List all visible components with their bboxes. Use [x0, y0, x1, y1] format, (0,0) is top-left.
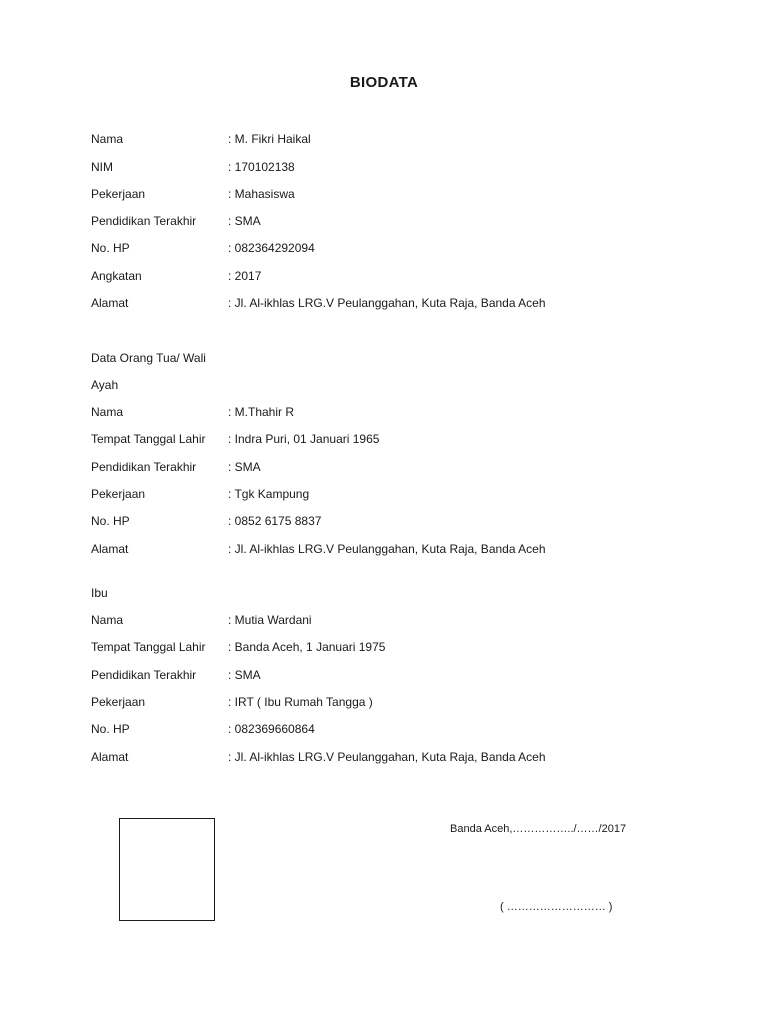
field-label: Pendidikan Terakhir [91, 460, 197, 474]
field-row-year [91, 268, 261, 284]
field-row-name [91, 131, 311, 147]
field-value: : Jl. Al-ikhlas LRG.V Peulanggahan, Kuta Raja, Banda Aceh [228, 296, 546, 310]
place-date-line: Banda Aceh,……………../……/2017 [450, 823, 627, 835]
father-row-occupation [91, 486, 309, 502]
field-label: Nama [91, 132, 124, 146]
field-value: : Mutia Wardani [228, 613, 312, 627]
field-value: : 082364292094 [228, 241, 315, 255]
page-title: BIODATA [349, 74, 419, 91]
field-value: : 2017 [228, 269, 262, 283]
field-row-nim [91, 159, 295, 175]
field-row-phone [91, 240, 315, 256]
field-value: : Jl. Al-ikhlas LRG.V Peulanggahan, Kuta Raja, Banda Aceh [228, 542, 546, 556]
field-label: Pekerjaan [91, 187, 146, 201]
mother-row-address [91, 749, 546, 765]
field-label: Pekerjaan [91, 695, 146, 709]
father-row-education [91, 459, 261, 475]
father-row-birth [91, 431, 379, 447]
mother-heading: Ibu [91, 586, 108, 600]
field-label: Tempat Tanggal Lahir [91, 640, 206, 654]
field-row-education [91, 213, 261, 229]
field-label: Pendidikan Terakhir [91, 214, 197, 228]
father-row-address [91, 541, 546, 557]
parents-heading: Data Orang Tua/ Wali [91, 351, 206, 365]
field-row-address [91, 295, 546, 311]
field-label: No. HP [91, 722, 130, 736]
field-label: Pendidikan Terakhir [91, 668, 197, 682]
field-value: : IRT ( Ibu Rumah Tangga ) [228, 695, 373, 709]
field-value: : Mahasiswa [228, 187, 295, 201]
father-row-phone [91, 513, 321, 529]
father-row-name [91, 404, 294, 420]
field-label: No. HP [91, 514, 130, 528]
field-value: : Tgk Kampung [228, 487, 310, 501]
mother-row-occupation [91, 694, 373, 710]
signature-line: ( ……………………… ) [500, 901, 613, 913]
field-label: NIM [91, 160, 113, 174]
field-value: : M.Thahir R [228, 405, 295, 419]
field-label: Alamat [91, 542, 129, 556]
field-value: : Banda Aceh, 1 Januari 1975 [228, 640, 386, 654]
mother-row-education [91, 667, 261, 683]
field-label: Alamat [91, 296, 129, 310]
field-value: : Indra Puri, 01 Januari 1965 [228, 432, 380, 446]
field-value: : SMA [228, 668, 261, 682]
field-value: : 0852 6175 8837 [228, 514, 322, 528]
field-value: : SMA [228, 214, 261, 228]
mother-row-birth [91, 639, 385, 655]
field-value: : 170102138 [228, 160, 295, 174]
field-value: : 082369660864 [228, 722, 315, 736]
field-row-occupation [91, 186, 295, 202]
field-label: Nama [91, 405, 124, 419]
field-value: : SMA [228, 460, 261, 474]
field-label: No. HP [91, 241, 130, 255]
field-label: Tempat Tanggal Lahir [91, 432, 206, 446]
field-label: Nama [91, 613, 124, 627]
field-value: : M. Fikri Haikal [228, 132, 311, 146]
father-heading: Ayah [91, 378, 119, 392]
mother-row-phone [91, 721, 315, 737]
field-label: Pekerjaan [91, 487, 146, 501]
mother-row-name [91, 612, 312, 628]
field-value: : Jl. Al-ikhlas LRG.V Peulanggahan, Kuta Raja, Banda Aceh [228, 750, 546, 764]
field-label: Alamat [91, 750, 129, 764]
field-label: Angkatan [91, 269, 142, 283]
photo-placeholder-box [119, 818, 215, 921]
